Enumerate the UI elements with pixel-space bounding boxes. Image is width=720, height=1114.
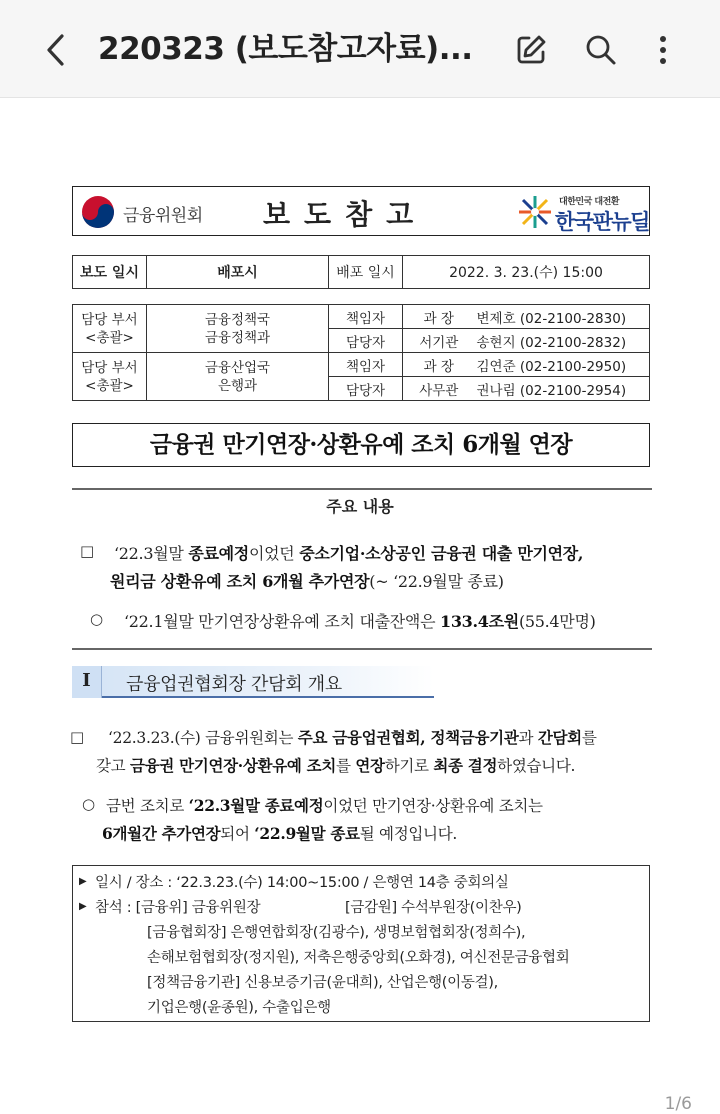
release-table <box>72 255 650 289</box>
dept-division: 은행과 <box>217 377 258 394</box>
contact-role: 담당자 <box>329 329 403 353</box>
contacts-table <box>72 304 650 401</box>
government-emblem-icon <box>81 195 115 229</box>
contact-person: 권나림 (02-2100-2954) <box>475 377 650 401</box>
newdeal-name: 한국판뉴딜 <box>555 210 649 234</box>
text-run-bold: 간담회 <box>537 728 582 747</box>
text-run: 를 <box>581 729 597 747</box>
contact-title: 과 장 <box>403 305 475 329</box>
dept-label-cell <box>73 305 147 353</box>
contact-title: 사무관 <box>403 377 475 401</box>
text-run-bold: ‘22.9월말 종료 <box>254 824 360 843</box>
dept-sub: <총괄> <box>85 329 134 346</box>
contact-role: 책임자 <box>329 353 403 377</box>
text-run: 갖고 <box>96 757 130 775</box>
attendees-associations-2: 손해보험협회장(정지원), 저축은행중앙회(오화경), 여신전문금융협회 <box>147 950 570 966</box>
back-chevron-icon[interactable] <box>38 30 74 70</box>
more-vertical-icon[interactable] <box>644 30 682 70</box>
newdeal-logo-icon <box>515 193 555 231</box>
contact-title: 서기관 <box>403 329 475 353</box>
dept-bureau: 금융정책국 <box>204 311 271 328</box>
release-label: 보도 일시 <box>73 256 147 289</box>
text-run-bold: 중소기업·소상공인 금융권 대출 만기연장, <box>299 544 584 563</box>
org-name: 금융위원회 <box>123 206 203 226</box>
summary-bottom-rule <box>72 648 652 650</box>
search-icon[interactable] <box>582 30 620 70</box>
dept-name-cell <box>147 305 329 353</box>
square-bullet: □ <box>80 542 95 560</box>
attendees-policy-1: [정책금융기관] 신용보증기금(윤대희), 산업은행(이동걸), <box>147 975 498 991</box>
meeting-datetime-place: 일시 / 장소 : ‘22.3.23.(수) 14:00~15:00 / 은행연 14층 중회의실 <box>95 875 509 891</box>
dept-label: 담당 부서 <box>81 311 138 328</box>
meeting-info-box <box>72 865 650 1022</box>
contact-role: 책임자 <box>329 305 403 329</box>
dept-bureau: 금융산업국 <box>204 359 271 376</box>
circle-bullet: ○ <box>90 610 104 628</box>
text-run-bold: 주요 금융업권협회, 정책금융기관 <box>297 728 519 747</box>
dept-name-cell <box>147 353 329 401</box>
square-bullet: □ <box>70 728 85 746</box>
text-run-bold: 최종 결정 <box>433 756 498 775</box>
contact-person: 송현지 (02-2100-2832) <box>475 329 650 353</box>
section1-para2-line2 <box>102 822 457 844</box>
text-run: ‘22.3.23.(수) 금융위원회는 <box>108 729 298 747</box>
text-run-bold: 133.4조원 <box>440 612 519 631</box>
text-run: 되어 <box>220 825 255 843</box>
contact-person: 김연준 (02-2100-2950) <box>475 353 650 377</box>
attendees-label: 참석 : [금융위] 금융위원장 <box>95 900 261 916</box>
attendees-policy-2: 기업은행(윤종원), 수출입은행 <box>147 1000 331 1016</box>
text-run: ‘22.3월말 <box>114 544 189 563</box>
edit-icon[interactable] <box>512 30 550 70</box>
text-run-bold: 금융권 만기연장·상환유예 조치 <box>129 756 337 775</box>
text-run: 하기로 <box>384 757 434 775</box>
page-indicator: 1/6 <box>664 1094 692 1114</box>
app-bar <box>0 0 720 98</box>
newdeal-slogan: 대한민국 대전환 <box>559 197 619 207</box>
text-run: (~ ‘22.9월말 종료) <box>369 572 504 591</box>
text-run-bold: 연장 <box>355 756 385 775</box>
dept-label-cell <box>73 353 147 401</box>
circle-bullet: ○ <box>82 795 96 813</box>
text-run: 를 <box>336 757 356 775</box>
triangle-bullet-icon: ▶ <box>79 901 87 912</box>
section1-para1-line1 <box>108 726 597 748</box>
contact-title: 과 장 <box>403 353 475 377</box>
text-run-bold: 종료예정 <box>188 544 249 563</box>
section-number: I <box>72 666 102 698</box>
document-page[interactable] <box>0 98 720 1114</box>
distribution-value: 2022. 3. 23.(수) 15:00 <box>403 256 650 289</box>
text-run: 이었던 만기연장·상환유예 조치는 <box>323 797 543 815</box>
dept-division: 금융정책과 <box>204 329 271 346</box>
section-title: 금융업권협회장 간담회 개요 <box>126 674 342 695</box>
triangle-bullet-icon: ▶ <box>79 876 87 887</box>
text-run: ‘22.1월말 만기연장상환유예 조치 대출잔액은 <box>124 612 441 631</box>
headline: 금융권 만기연장·상환유예 조치 6개월 연장 <box>72 423 650 467</box>
text-run: 과 <box>518 729 538 747</box>
text-run: 될 예정입니다. <box>359 825 458 843</box>
summary-title: 주요 내용 <box>326 497 394 516</box>
summary-bullet1-line1 <box>114 541 583 564</box>
distribution-label: 배포 일시 <box>329 256 403 289</box>
release-value: 배포시 <box>147 256 329 289</box>
text-run: 이었던 <box>248 544 300 563</box>
summary-top-rule <box>72 488 652 490</box>
dept-sub: <총괄> <box>85 377 134 394</box>
text-run-bold: 6개월간 추가연장 <box>102 824 221 843</box>
contact-person: 변제호 (02-2100-2830) <box>475 305 650 329</box>
attendees-fss: [금감원] 수석부원장(이찬우) <box>345 900 522 916</box>
section1-para2-line1 <box>106 794 543 816</box>
dept-label: 담당 부서 <box>81 359 138 376</box>
press-header <box>72 186 650 236</box>
text-run-bold: 원리금 상환유예 조치 6개월 추가연장 <box>110 572 370 591</box>
text-run: (55.4만명) <box>518 612 596 631</box>
text-run: 금번 조치로 <box>106 797 189 815</box>
text-run: 하였습니다. <box>497 757 576 775</box>
section1-para1-line2 <box>96 754 575 776</box>
document-title: 220323 (보도참고자료)... <box>98 31 473 67</box>
attendees-associations-1: [금융협회장] 은행연합회장(김광수), 생명보험협회장(정희수), <box>147 925 526 941</box>
contact-role: 담당자 <box>329 377 403 401</box>
summary-bullet1-line2 <box>110 569 504 592</box>
summary-bullet2 <box>124 609 596 632</box>
doc-kind-title: 보도참고 <box>263 198 428 231</box>
text-run-bold: ‘22.3월말 종료예정 <box>188 796 324 815</box>
